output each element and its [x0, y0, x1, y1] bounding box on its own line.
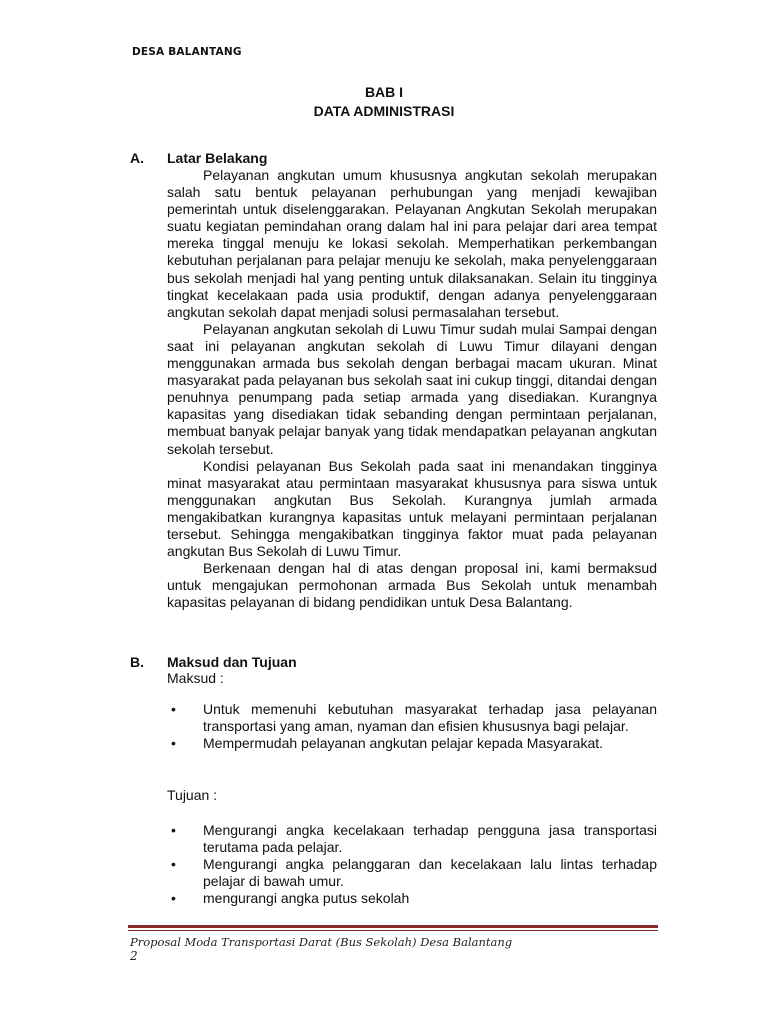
maksud-list: [167, 701, 657, 752]
paragraph: Pelayanan angkutan umum khususnya angkutan sekolah merupakan salah satu bentuk pelayanan perhubungan yang menjadi kewajiban pemerintah untuk diselenggarakan. Pelayanan Angkutan Sekolah merupakan suatu kegiatan pemindahan orang dalam hal ini para pelajar dari area tempat mereka tinggal menuju ke lokasi sekolah. Memperhatikan perkembangan kebutuhan perjalanan para pelajar menuju ke sekolah, maka penyelenggaraan bus sekolah menjadi hal yang penting untuk dilaksanakan. Selain itu tingginya tingkat kecelakaan pada usia produktif, dengan adanya penyelenggaraan angkutan sekolah dapat menjadi solusi permasalahan tersebut.: [167, 167, 657, 320]
list-item: [167, 856, 657, 890]
chapter-number: BAB I: [364, 84, 404, 100]
list-item: [167, 890, 657, 907]
bullet-icon: •: [171, 822, 176, 838]
bullet-icon: •: [171, 735, 176, 752]
list-item-text: Mengurangi angka kecelakaan terhadap pengguna jasa transportasi terutama pada pelajar.: [203, 822, 657, 856]
section-b-number: B.: [130, 654, 144, 670]
list-item-text: Mempermudah pelayanan angkutan pelajar kepada Masyarakat.: [203, 735, 604, 752]
paragraph: Berkenaan dengan hal di atas dengan proposal ini, kami bermaksud untuk mengajukan permohonan armada Bus Sekolah untuk menambah kapasitas pelayanan di bidang pendidikan untuk Desa Balantang.: [167, 560, 657, 611]
list-item: [167, 735, 657, 752]
bullet-icon: •: [171, 701, 176, 717]
running-header: DESA BALANTANG: [132, 46, 242, 58]
chapter-title: DATA ADMINISTRASI: [313, 103, 455, 119]
section-a-title: Latar Belakang: [167, 150, 268, 166]
running-footer: Proposal Moda Transportasi Darat (Bus Sekolah) Desa Balantang: [130, 935, 513, 949]
bullet-icon: •: [171, 856, 176, 873]
bullet-icon: •: [171, 890, 176, 907]
list-item-text: Mengurangi angka pelanggaran dan kecelakaan lalu lintas terhadap pelajar di bawah umur.: [203, 856, 657, 890]
footer-divider-thick: [128, 925, 658, 928]
paragraph: Kondisi pelayanan Bus Sekolah pada saat ini menandakan tingginya minat masyarakat atau permintaan masyarakat khususnya para siswa untuk menggunakan angkutan Bus Sekolah. Kurangnya jumlah armada mengakibatkan kurangnya kapasitas untuk melayani permintaan perjalanan tersebut. Sehingga mengakibatkan tingginya faktor muat pada pelayanan angkutan Bus Sekolah di Luwu Timur.: [167, 457, 657, 560]
footer-divider-thin: [128, 930, 658, 931]
maksud-label: Maksud :: [167, 670, 224, 686]
paragraph: Pelayanan angkutan sekolah di Luwu Timur sudah mulai Sampai dengan saat ini pelayanan angkutan sekolah di Luwu Timur dilayani dengan menggunakan armada bus sekolah dengan berbagai macam ukuran. Minat masyarakat pada pelayanan bus sekolah saat ini cukup tinggi, ditandai dengan penuhnya penumpang pada setiap armada yang disediakan. Kurangnya kapasitas yang disediakan tidak sebanding dengan permintaan perjalanan, membuat banyak pelajar banyak yang tidak mendapatkan pelayanan angkutan sekolah tersebut.: [167, 320, 657, 457]
section-a-body: [167, 167, 657, 611]
list-item-text: mengurangi angka putus sekolah: [203, 890, 410, 907]
section-b-title: Maksud dan Tujuan: [167, 654, 297, 670]
list-item-text: Untuk memenuhi kebutuhan masyarakat terhadap jasa pelayanan transportasi yang aman, nyaman dan efisien khususnya bagi pelajar.: [203, 701, 657, 735]
page-number: 2: [130, 949, 138, 963]
tujuan-label: Tujuan :: [167, 787, 218, 803]
section-a-number: A.: [130, 150, 144, 166]
list-item: [167, 822, 657, 856]
tujuan-list: [167, 822, 657, 907]
list-item: [167, 701, 657, 735]
